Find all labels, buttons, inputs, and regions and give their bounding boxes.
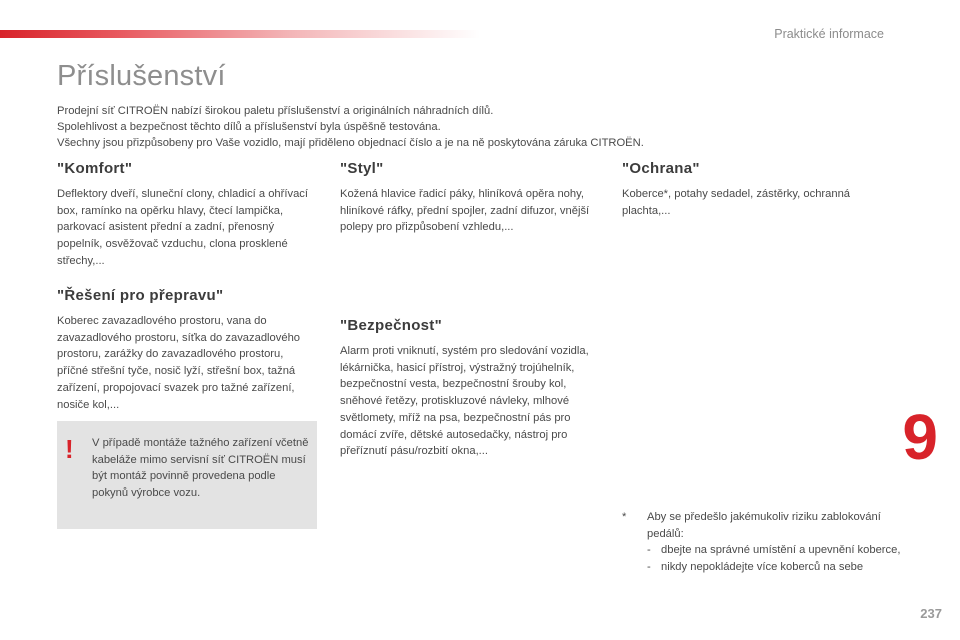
intro-line: Prodejní síť CITROËN nabízí širokou paletu příslušenství a originálních náhradních dílů. — [57, 105, 494, 117]
list-dash: - — [647, 560, 651, 573]
footnote-marker: * — [622, 511, 627, 523]
warning-box — [57, 421, 317, 529]
block-styl — [340, 160, 595, 236]
block-reseni-pro-prepravu — [57, 287, 312, 413]
warning-icon: ! — [65, 434, 74, 464]
intro-paragraph — [57, 103, 897, 151]
footnote — [622, 509, 912, 575]
footnote-item — [647, 559, 912, 576]
block-heading: "Ochrana" — [622, 160, 700, 177]
footnote-item-text: nikdy nepokládejte více koberců na sebe — [661, 560, 864, 573]
chapter-number: 9 — [902, 401, 938, 473]
footnote-text: Aby se předešlo jakémukoliv riziku zablokování pedálů: — [647, 511, 881, 540]
block-text: Koberce*, potahy sedadel, zástěrky, ochranná plachta,... — [622, 188, 851, 217]
footnote-item-text: dbejte na správné umístění a upevnění koberce, — [661, 544, 901, 556]
block-text: Alarm proti vniknutí, systém pro sledování vozidla, lékárnička, hasicí přístroj, výstražný trojúhelník, bezpečnostní vesta, bezpečnostní šrouby kol, sněhové řetězy, protiskluzové návleky, mlhové světlomety, mříž na psa, bezpečnostní pás pro domácí zvíře, dětské autosedačky, nástroj pro přeříznutí pásu/rozbití okna,... — [340, 345, 589, 458]
header-accent-bar — [0, 30, 480, 38]
block-ochrana — [622, 160, 892, 219]
block-text: Koberec zavazadlového prostoru, vana do zavazadlového prostoru, síťka do zavazadlového prostoru, zarážky do zavazadlového prostoru, příčné střešní tyče, nosič lyží, střešní box, tažná zařízení, propojovací svazek pro tažné zařízení, nosiče kol,... — [57, 315, 301, 411]
block-heading: "Styl" — [340, 160, 384, 177]
block-text: Deflektory dveří, sluneční clony, chladicí a ohřívací box, ramínko na opěrku hlavy, čtecí lampička, parkovací asistent přední a zadní, přenosný popelník, osvěžovač vzduchu, clona prosklené střechy,... — [57, 188, 309, 267]
list-dash: - — [647, 544, 651, 556]
page-number: 237 — [920, 606, 942, 621]
intro-line: Spolehlivost a bezpečnost těchto dílů a příslušenství byla úspěšně testována. — [57, 121, 441, 133]
section-label: Praktické informace — [774, 27, 884, 41]
block-heading: "Řešení pro přepravu" — [57, 287, 224, 304]
footnote-item — [647, 542, 912, 559]
intro-line: Všechny jsou přizpůsobeny pro Vaše vozidlo, mají přiděleno objednací číslo a je na ně poskytována záruka CITROËN. — [57, 137, 644, 149]
block-heading: "Bezpečnost" — [340, 317, 443, 334]
footnote-list — [622, 542, 912, 575]
block-text: Kožená hlavice řadicí páky, hliníková opěra nohy, hliníkové ráfky, přední spojler, zadní difuzor, vnější polepy pro přizpůsobení vzhledu,... — [340, 188, 590, 234]
block-bezpecnost — [340, 317, 602, 460]
block-komfort — [57, 160, 312, 270]
warning-text: V případě montáže tažného zařízení včetně kabeláže mimo servisní síť CITROËN musí být montáž povinně provedena podle pokynů výrobce vozu. — [92, 437, 309, 499]
block-heading: "Komfort" — [57, 160, 133, 177]
page-title: Příslušenství — [57, 60, 226, 92]
footnote-intro — [622, 509, 912, 542]
